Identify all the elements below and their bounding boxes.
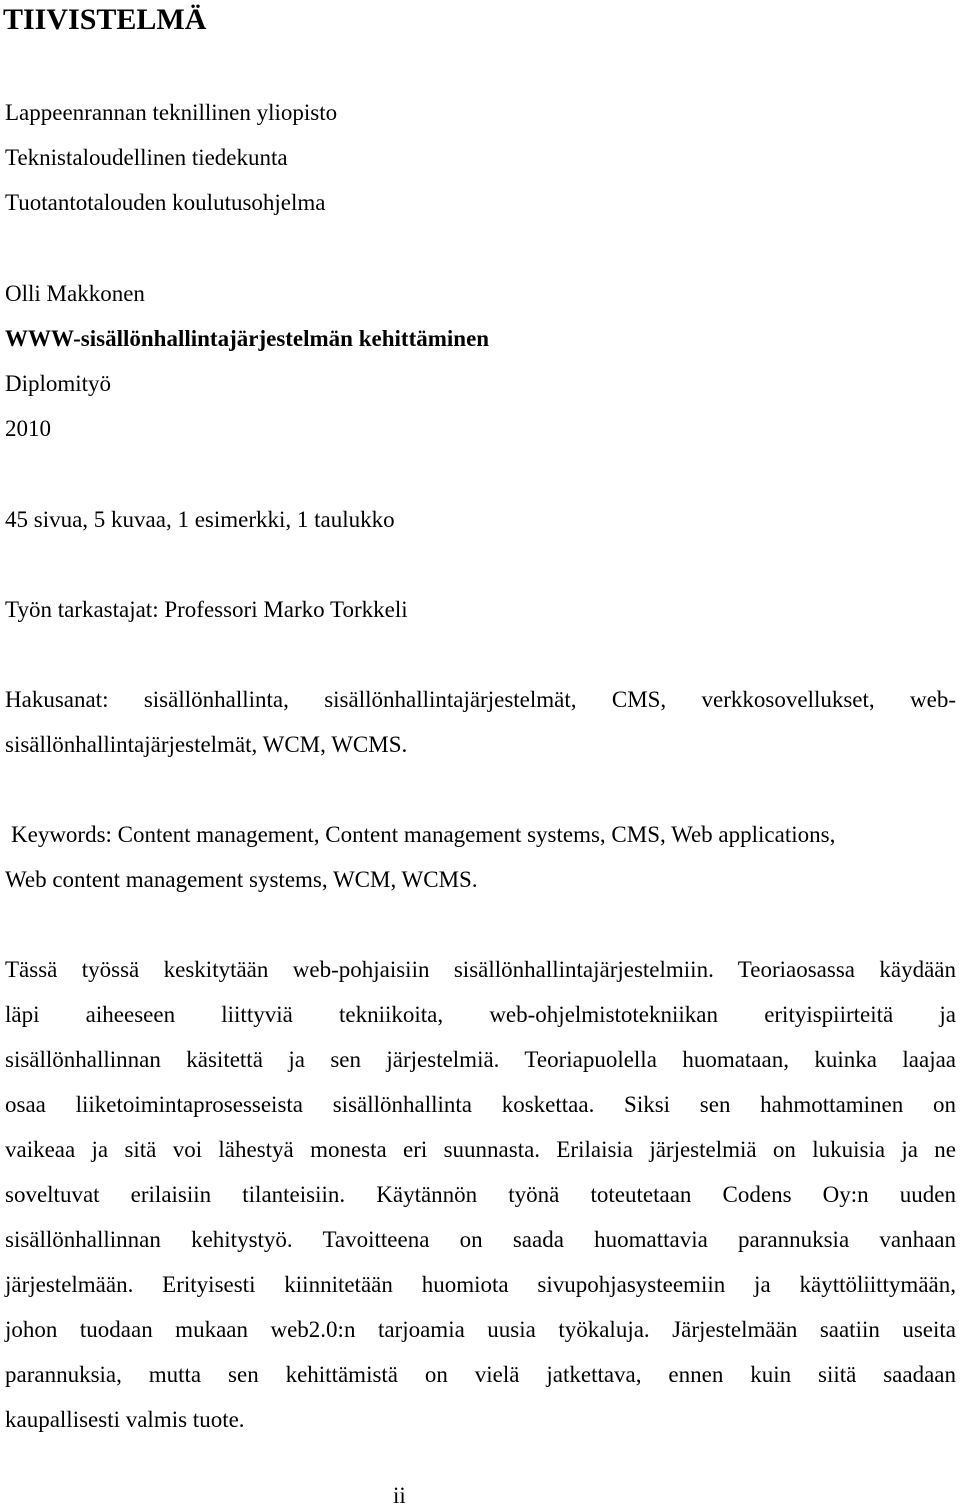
abstract-line: kaupallisesti valmis tuote.	[5, 1407, 245, 1432]
page-heading: TIIVISTELMÄ	[3, 3, 207, 36]
thesis-type: Diplomityö	[5, 371, 112, 396]
abstract-line: Tässä työssä keskitytään web-pohjaisiin sisällönhallintajärjestelmiin. Teoriaosassa käydään	[5, 957, 956, 982]
hakusanat-line-1: Hakusanat: sisällönhallinta, sisällönhallintajärjestelmät, CMS, verkkosovellukset, web-	[5, 687, 956, 712]
abstract-line: läpi aiheeseen liittyviä tekniikoita, web-ohjelmistotekniikan erityispiirteitä ja	[5, 1002, 956, 1027]
thesis-year: 2010	[5, 416, 51, 441]
thesis-stats: 45 sivua, 5 kuvaa, 1 esimerkki, 1 taulukko	[5, 507, 395, 532]
examiners: Työn tarkastajat: Professori Marko Torkkeli	[5, 597, 408, 622]
abstract-line: osaa liiketoimintaprosesseista sisällönhallinta koskettaa. Siksi sen hahmottaminen on	[5, 1092, 956, 1117]
keywords-line-2: Web content management systems, WCM, WCMS.	[5, 867, 478, 892]
author-name: Olli Makkonen	[5, 281, 145, 306]
abstract-line: johon tuodaan mukaan web2.0:n tarjoamia uusia työkaluja. Järjestelmään saatiin useita	[5, 1317, 956, 1342]
university-name: Lappeenrannan teknillinen yliopisto	[5, 100, 338, 125]
abstract-line: sisällönhallinnan käsitettä ja sen järjestelmiä. Teoriapuolella huomataan, kuinka laajaa	[5, 1047, 956, 1072]
hakusanat-line-2: sisällönhallintajärjestelmät, WCM, WCMS.	[5, 732, 408, 757]
abstract-line: vaikeaa ja sitä voi lähestyä monesta eri suunnasta. Erilaisia järjestelmiä on lukuisia ja ne	[5, 1137, 956, 1162]
abstract-line: järjestelmään. Erityisesti kiinnitetään huomiota sivupohjasysteemiin ja käyttöliittymään,	[5, 1272, 956, 1297]
abstract-line: soveltuvat erilaisiin tilanteisiin. Käytännön työnä toteutetaan Codens Oy:n uuden	[5, 1182, 956, 1207]
page-number: ii	[393, 1483, 406, 1508]
program-name: Tuotantotalouden koulutusohjelma	[5, 190, 326, 215]
keywords-line-1: Keywords: Content management, Content management systems, CMS, Web applications,	[11, 822, 836, 847]
abstract-line: sisällönhallinnan kehitystyö. Tavoitteena on saada huomattavia parannuksia vanhaan	[5, 1227, 956, 1252]
thesis-title: WWW-sisällönhallintajärjestelmän kehittäminen	[5, 326, 490, 351]
abstract-line: parannuksia, mutta sen kehittämistä on vielä jatkettava, ennen kuin siitä saadaan	[5, 1362, 956, 1387]
faculty-name: Teknistaloudellinen tiedekunta	[5, 145, 288, 170]
